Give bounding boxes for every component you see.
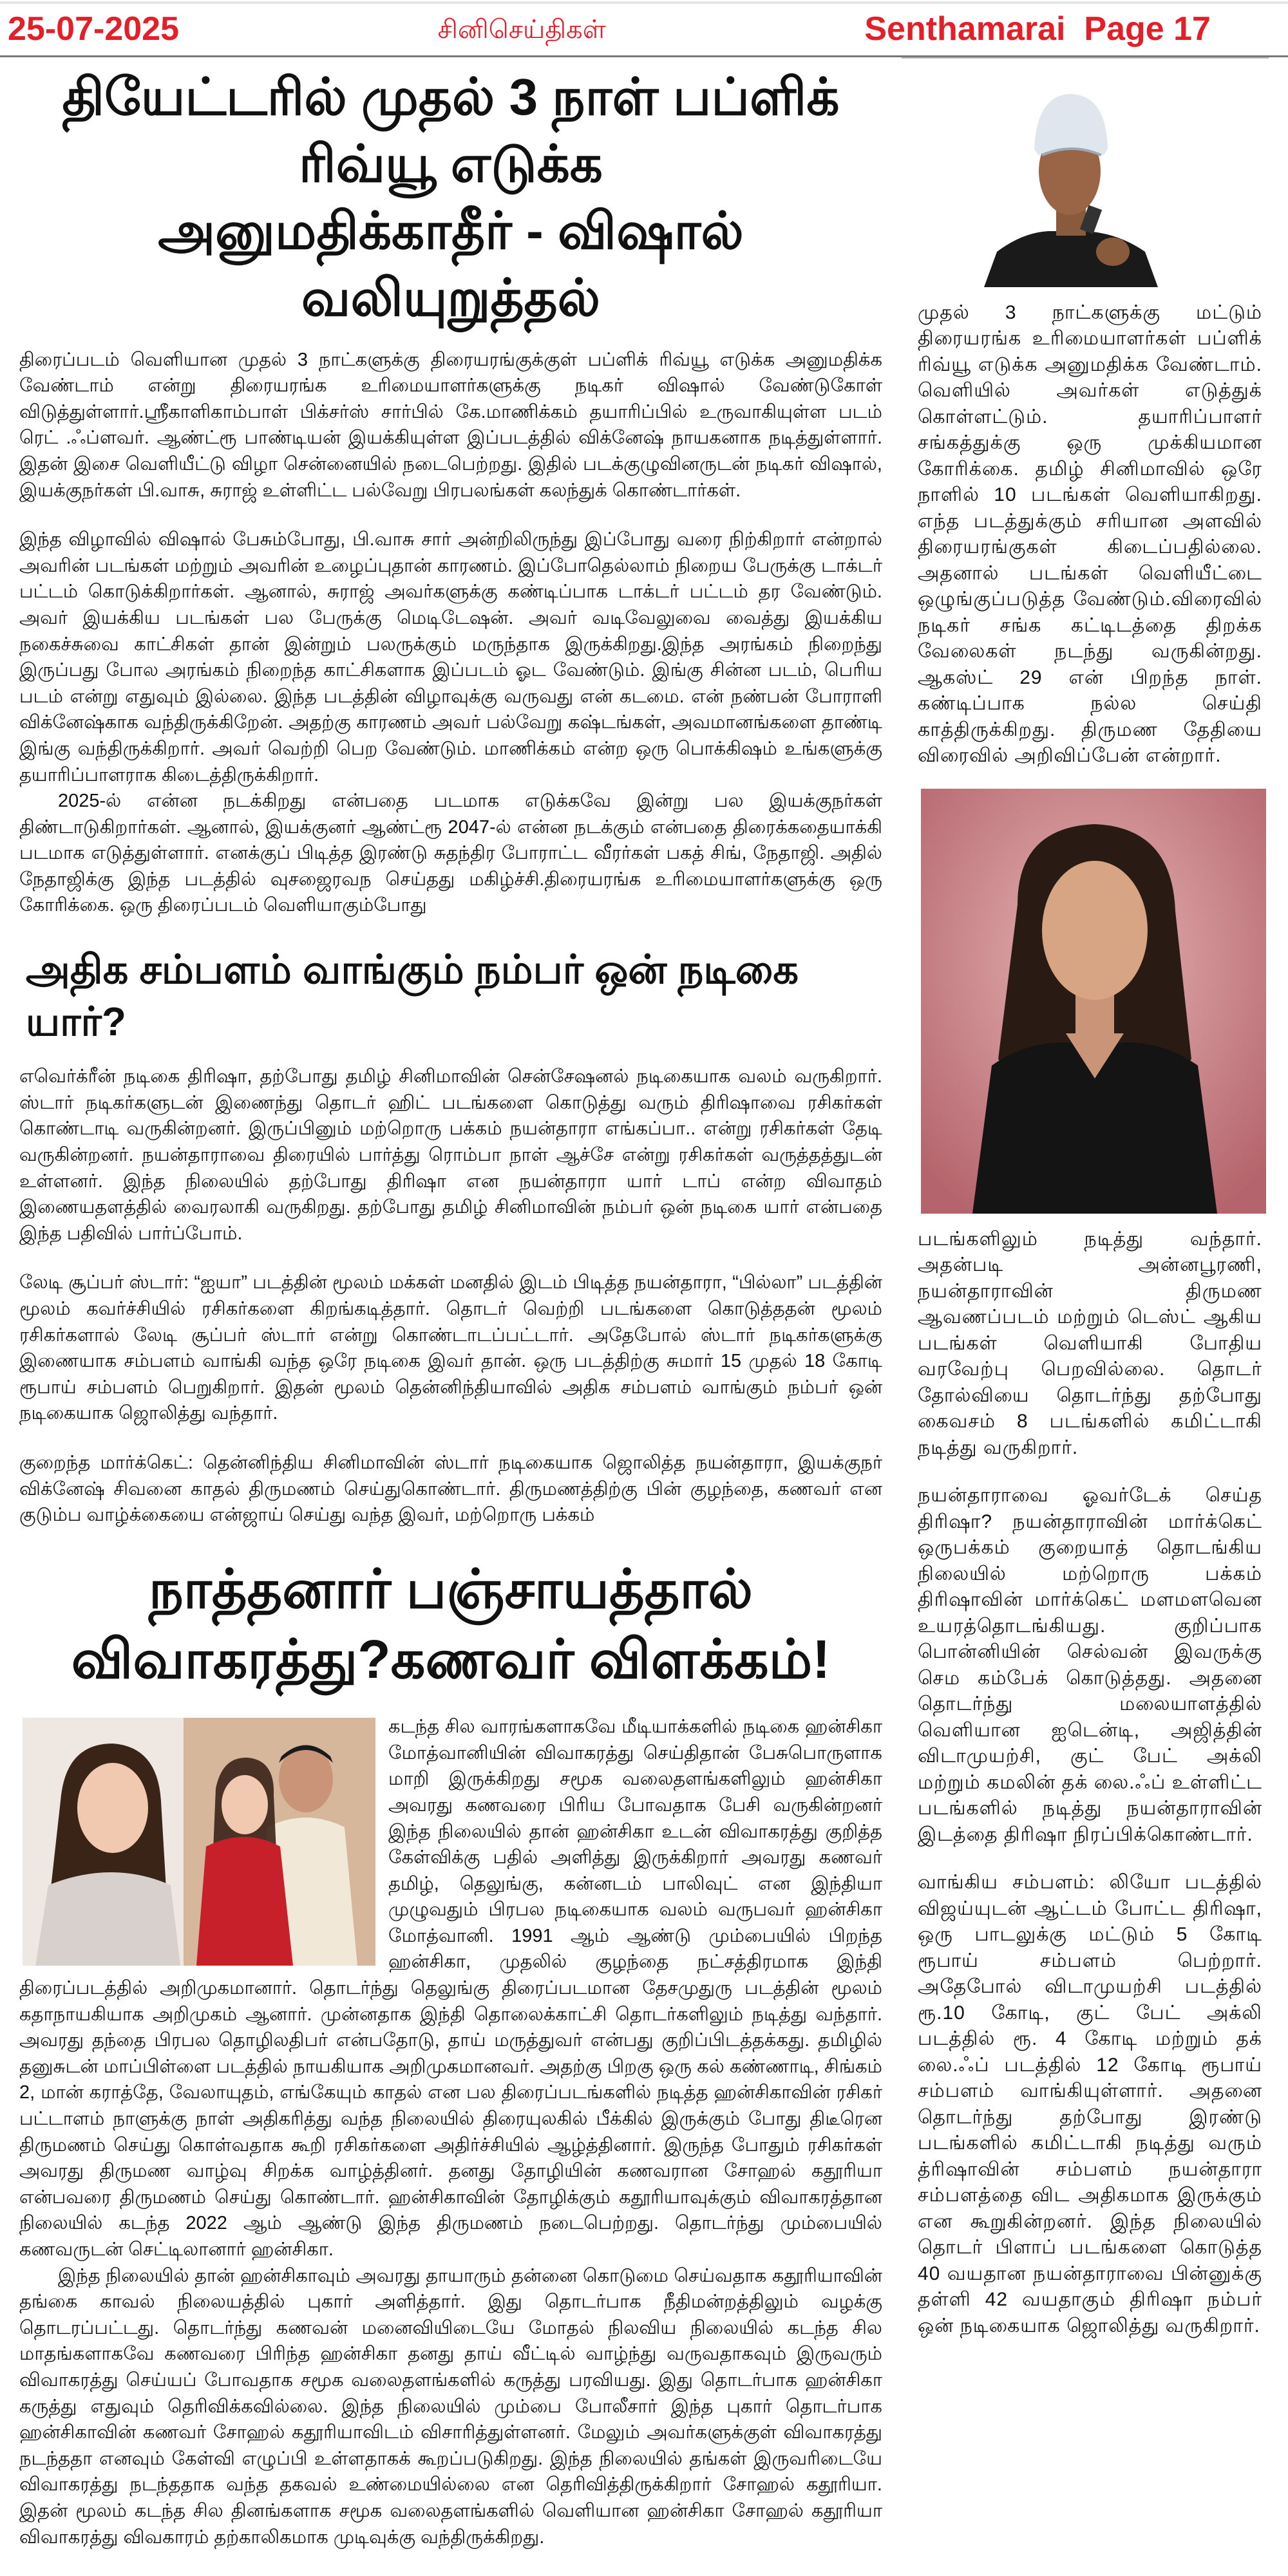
main-column — [19, 57, 882, 2551]
article1-paragraph: இந்த விழாவில் விஷால் பேசும்போது, பி.வாசு சார் அன்றிலிருந்து இப்போது வரை நிற்கிறார் என்றால் அவரின் படங்கள் மற்றும் அவரின் உழைப்புதான் காரணம். இப்போதெல்லாம் நிறைய பேருக்கு டாக்டர் பட்டம் கொடுக்கிறார்கள். ஆனால், சுராஜ் அவர்களுக்கு கண்டிப்பாக டாக்டர் பட்டம் தர வேண்டும். அவர் இயக்கிய படங்கள் பல பேருக்கு மெடிடேஷன். அவர் வடிவேலுவை வைத்து இயக்கிய நகைச்சுவை காட்சிகள் தான் இன்றும் பலருக்கும் மருந்தாக இருக்கிறது.இந்த அரங்கம் நிறைந்து இருப்பது போல அரங்கம் நிறைந்த காட்சிகளாக இப்படம் ஓட வேண்டும். இங்கு சின்ன படம், பெரிய படம் என்று எதுவும் இல்லை. இந்த படத்தின் விழாவுக்கு வருவது என் கடமை. என் நண்பன் போராளி விக்னேஷ்காக வந்திருக்கிறேன். அதற்கு காரணம் அவர் பல்வேறு கஷ்டங்கள், அவமானங்களை தாண்டி இங்கு வந்திருக்கிறார். அவர் வெற்றி பெற வேண்டும். மாணிக்கம் என்ற ஒரு பொக்கிஷம் உங்களுக்கு தயாரிப்பாளராக கிடைத்திருக்கிறார். — [19, 529, 882, 785]
paper-name-page-number: Senthamarai Page 17 — [864, 10, 1211, 48]
article2-paragraph: குறைந்த மார்க்கெட்: தென்னிந்திய சினிமாவின் ஸ்டார் நடிகையாக ஜொலித்த நயன்தாரா, இயக்குநர் விக்னேஷ் சிவனை காதல் திருமணம் செய்துகொண்டார். திருமணத்திற்கு பின் குழந்தை, கணவர் என குடும்ப வாழ்க்கையை என்ஜாய் செய்து வந்த இவர், மற்றொரு பக்கம் — [19, 1452, 882, 1526]
article2-continued — [918, 1227, 1262, 2340]
nayanthara-photo — [921, 789, 1266, 1214]
article2-paragraph: லேடி சூப்பர் ஸ்டார்: “ஐயா” படத்தின் மூலம் மக்கள் மனதில் இடம் பிடித்த நயன்தாரா, “பில்லா” படத்தின் மூலம் கவர்ச்சியில் ரசிகர்களை கிறங்கடித்தார். தொடர் வெற்றி படங்களை கொடுத்ததன் மூலம் ரசிகர்களால் லேடி சூப்பர் ஸ்டார் என்று கொண்டாடப்பட்டார். அதேபோல் ஸ்டார் நடிகர்களுக்கு இணையாக சம்பளம் வாங்கி வந்த ஒரே நடிகை இவர் தான். ஒரு படத்திற்கு சுமார் 15 முதல் 18 கோடி ரூபாய் சம்பளம் பெறுகிறார். இதன் மூலம் தென்னிந்தியாவில் அதிக சம்பளம் வாங்கும் நம்பர் ஒன் நடிகையாக ஜொலித்து வந்தார். — [19, 1272, 882, 1424]
article3-body — [19, 1714, 882, 2550]
side-column — [902, 57, 1269, 2359]
article1-body — [19, 347, 882, 919]
article1-headline-line2: அனுமதிக்காதீர் - விஷால் வலியுறுத்தல் — [158, 202, 744, 326]
article2-continued-paragraph: நயன்தாராவை ஓவர்டேக் செய்த திரிஷா? நயன்தாராவின் மார்க்கெட் ஒருபக்கம் குறையாத் தொடங்கிய நிலையில் மற்றொரு பக்கம் திரிஷாவின் மார்க்கெட் மளமளவென உயரத்தொடங்கியது. குறிப்பாக பொன்னியின் செல்வன் இவருக்கு செம கம்பேக் கொடுத்தது. அதனை தொடர்ந்து மலையாளத்தில் வெளியான ஐடென்டி, அஜித்தின் விடாமுயற்சி, குட் பேட் அக்லி மற்றும் கமலின் தக் லை.ஃப் உள்ளிட்ட படங்களில் நடித்து நயன்தாராவின் இடத்தை திரிஷா நிரப்பிக்கொண்டார். — [918, 1485, 1262, 1845]
article3-paragraph: கடந்த சில வாரங்களாகவே மீடியாக்களில் நடிகை ஹன்சிகா மோத்வானியின் விவாகரத்து செய்திதான் பேசுபொருளாக மாறி இருக்கிறது சமூக வலைதளங்களிலும் ஹன்சிகா அவரது கணவரை பிரிய போவதாக பேசி வருகின்றனர் இந்த நிலையில் தான் ஹன்சிகா உடன் விவாகரத்து குறித்த கேள்விக்கு பதில் அளித்து இருக்கிறார் அவரது கணவர் தமிழ், தெலுங்கு, கன்னடம் பாலிவுட் என இந்தியா முழுவதும் பிரபல நடிகையாக வலம் வருபவர் ஹன்சிகா மோத்வானி. 1991 ஆம் ஆண்டு மும்பையில் பிறந்த ஹன்சிகா, முதலில் குழந்தை நட்சத்திரமாக இந்தி திரைப்படத்தில் அறிமுகமானார். தொடர்ந்து தெலுங்கு திரைப்படமான தேசமுதுரு படத்தின் மூலம் கதாநாயகியாக அறிமுகம் ஆனார். முன்னதாக இந்தி தொலைக்காட்சி தொடர்களிலும் நடித்து வந்தார். அவரது தந்தை பிரபல தொழிலதிபர் என்பதோடு, தாய் மருத்துவர் என்பது குறிப்பிடத்தக்கது. தமிழில் தனுசுடன் மாப்பிள்ளை படத்தில் நாயகியாக அறிமுகமானவர். அதற்கு பிறகு ஒரு கல் கண்ணாடி, சிங்கம் 2, மான் கராத்தே, வேலாயுதம், எங்கேயும் காதல் என பல திரைப்படங்களில் நடித்த ஹன்சிகாவின் ரசிகர் பட்டாளம் நாளுக்கு நாள் அதிகரித்து வந்த நிலையில் திரையுலகில் பீக்கில் இருக்கும் போது திடீரென திருமணம் செய்து கொள்வதாக கூறி ரசிகர்களை அதிர்ச்சியில் ஆழ்த்தினார். இருந்த போதும் ரசிகர்கள் அவரது திருமண வாழ்வு சிறக்க வாழ்த்தினர். தனது தோழியின் கணவரான சோஹல் கதூரியா என்பவரை திருமணம் செய்து கொண்டார். ஹன்சிகாவின் தோழிக்கும் கதூரியாவுக்கும் விவாகரத்தான நிலையில் கடந்த 2022 ஆம் ஆண்டு இந்த திருமணம் நடைபெற்றது. தொடர்ந்து மும்பையில் கணவருடன் செட்டிலானார் ஹன்சிகா. — [19, 1716, 882, 2260]
article2-continued-paragraph: வாங்கிய சம்பளம்: லியோ படத்தில் விஜய்யுடன் ஆட்டம் போட்ட திரிஷா, ஒரு பாடலுக்கு மட்டும் 5 கோடி ரூபாய் சம்பளம் பெற்றார். அதேபோல் விடாமுயற்சி படத்தில் ரூ.10 கோடி, குட் பேட் அக்லி படத்தில் ரூ. 4 கோடி மற்றும் தக் லை.ஃப் படத்தில் 12 கோடி ரூபாய் சம்பளம் வாங்கியுள்ளார். அதனை தொடர்ந்து தற்போது இரண்டு படங்களில் கமிட்டாகி நடித்து வரும் த்ரிஷாவின் சம்பளம் நயன்தாரா சம்பளத்தை விட அதிகமாக இருக்கும் என கூறுகின்றனர். இந்த நிலையில் தொடர் பிளாப் படங்களை கொடுத்த 40 வயதான நயன்தாராவை பின்னுக்கு தள்ளி 42 வயதாகும் திரிஷா நம்பர் ஒன் நடிகையாக ஜொலித்து வருகிறார். — [918, 1872, 1262, 2336]
article1-continued-paragraph: முதல் 3 நாட்களுக்கு மட்டும் திரையரங்க உரிமையாளர்கள் பப்ளிக் ரிவ்யூ எடுக்க அனுமதிக்க வேண்டாம். வெளியில் அவர்கள் எடுத்துக் கொள்ளட்டும். தயாரிப்பாளர் சங்கத்துக்கு ஒரு முக்கியமான கோரிக்கை. தமிழ் சினிமாவில் ஒரே நாளில் 10 படங்கள் வெளியாகிறது. எந்த படத்துக்கும் சரியான அளவில் திரையரங்குகள் கிடைப்பதில்லை. அதனால் படங்கள் வெளியீட்டை ஒழுங்குப்படுத்த வேண்டும்.விரைவில் நடிகர் சங்க கட்டிடத்தை திறக்க வேலைகள் நடந்து வருகின்றது. ஆகஸ்ட் 29 என் பிறந்த நாள். கண்டிப்பாக நல்ல செய்தி காத்திருக்கிறது. திருமண தேதியை விரைவில் அறிவிப்பேன் என்றார். — [918, 301, 1262, 767]
vishal-photo — [902, 57, 1269, 287]
article2-body — [19, 1064, 882, 1528]
section-title: சினிசெய்திகள் — [437, 15, 606, 44]
article2-headline: அதிக சம்பளம் வாங்கும் நம்பர் ஒன் நடிகை யார்? — [26, 948, 799, 1044]
page-header — [0, 4, 1288, 57]
article1-headline — [19, 64, 882, 332]
article1-headline-line1: தியேட்டரில் முதல் 3 நாள் பப்ளிக் ரிவ்யூ எடுக்க — [62, 68, 840, 193]
vishal-photo-image — [902, 59, 1269, 287]
hansika-couple-photo — [23, 1718, 375, 1966]
page-columns — [0, 57, 1288, 2576]
article1-paragraph: 2025-ல் என்ன நடக்கிறது என்பதை படமாக எடுக்கவே இன்று பல இயக்குநர்கள் திண்டாடுகிறார்கள். ஆனால், இயக்குனர் ஆண்ட்ரூ 2047-ல் என்ன நடக்கும் என்பதை திரைக்கதையாக்கி படமாக எடுத்துள்ளார். எனக்குப் பிடித்த இரண்டு சுதந்திர போராட்ட வீரர்கள் பகத் சிங், நேதாஜி. அதில் நேதாஜிக்கு இந்த படத்தில் வுசஜைரவந செய்தது மகிழ்ச்சி.திரையரங்க உரிமையாளர்களுக்கு ஒரு கோரிக்கை. ஒரு திரைப்படம் வெளியாகும்போது — [19, 791, 882, 916]
article3-paragraph: இந்த நிலையில் தான் ஹன்சிகாவும் அவரது தாயாரும் தன்னை கொடுமை செய்வதாக கதூரியாவின் தங்கை காவல் நிலையத்தில் புகார் அளித்தார். இது தொடர்பாக நீதிமன்றத்திலும் வழக்கு தொடரப்பட்டது. தொடர்ந்து கணவன் மனைவியிடையே மோதல் நிலவிய நிலையில் கடந்த சில மாதங்களாகவே கணவரை பிரிந்த ஹன்சிகா தனது தாய் வீட்டில் வாழ்ந்து வருவதாகவும் இருவரும் விவாகரத்து செய்யப் போவதாக சமூக வலைதளங்களில் கருத்து பரவியது. இது தொடர்பாக ஹன்சிகா கருத்து எதுவும் தெரிவிக்கவில்லை. இந்த நிலையில் மும்பை போலீசார் இந்த புகார் தொடர்பாக ஹன்சிகாவின் கணவர் சோஹல் கதூரியாவிடம் விசாரித்துள்ளனர். மேலும் அவர்களுக்குள் விவாகரத்து நடந்ததா எனவும் கேள்வி எழுப்பி உள்ளதாகக் கூறப்படுகிறது. இந்த நிலையில் தங்கள் இருவரிடையே விவாகரத்து நடந்ததாக வந்த தகவல் உண்மையில்லை என தெரிவித்திருக்கிறார் சோஹல் கதூரியா. இதன் மூலம் கடந்த சில தினங்களாக சமூக வலைதளங்களில் வெளியான ஹன்சிகா சோஹல் கதூரியா விவாகரத்து விவகாரம் தற்காலிகமாக முடிவுக்கு வந்திருக்கிறது. — [19, 2265, 882, 2548]
article1-paragraph: திரைப்படம் வெளியான முதல் 3 நாட்களுக்கு திரையரங்குக்குள் பப்ளிக் ரிவ்யூ எடுக்க அனுமதிக்க வேண்டாம் என்று திரையரங்க உரிமையாளர்களுக்கு நடிகர் விஷால் வேண்டுகோள் விடுத்துள்ளார்.ஸ்ரீகாளிகாம்பாள் பிக்சர்ஸ் சார்பில் கே.மாணிக்கம் தயாரிப்பில் உருவாகியுள்ள படம் ரெட் .ஃப்ளவர். ஆண்ட்ரூ பாண்டியன் இயக்கியுள்ள இப்படத்தில் விக்னேஷ் நாயகனாக நடித்துள்ளார். இதன் இசை வெளியீட்டு விழா சென்னையில் நடைபெற்றது. இதில் படக்குழுவினருடன் நடிகர் விஷால், இயக்குநர்கள் பி.வாசு, சுராஜ் உள்ளிட்ட பல்வேறு பிரபலங்கள் கலந்துக் கொண்டார்கள். — [19, 349, 882, 501]
hansika-photo-image — [23, 1718, 375, 1966]
article2-paragraph: எவெர்க்ரீன் நடிகை திரிஷா, தற்போது தமிழ் சினிமாவின் சென்சேஷனல் நடிகையாக வலம் வருகிறார். ஸ்டார் நடிகர்களுடன் இணைந்து தொடர் ஹிட் படங்களை கொடுத்து வரும் திரிஷாவை ரசிகர்கள் கொண்டாடி வருகின்றனர். இருப்பினும் மற்றொரு பக்கம் நயன்தாரா எங்கப்பா.. என்று ரசிகர்கள் தேடி வருகின்றனர். நயன்தாராவை திரையில் பார்த்து ரொம்பா நாள் ஆச்சே என்று ரசிகர்கள் வருத்தத்துடன் உள்ளனர். இந்த நிலையில் தற்போது திரிஷா என நயன்தாரா யார் டாப் என்ற விவாதம் இணையதளத்தில் வைரலாகி வருகிறது. தற்போது தமிழ் சினிமாவின் நம்பர் ஒன் நடிகை யார் என்பதை இந்த பதிவில் பார்ப்போம். — [19, 1066, 882, 1244]
issue-date: 25-07-2025 — [8, 10, 179, 48]
nayanthara-photo-image — [921, 789, 1266, 1214]
article3-headline: நாத்தனார் பஞ்சாயத்தால் விவாகரத்து?கணவர் விளக்கம்! — [71, 1558, 831, 1689]
article1-continued — [918, 300, 1262, 769]
article2-continued-paragraph: படங்களிலும் நடித்து வந்தார். அதன்படி அன்னபூரணி, நயன்தாராவின் திருமண ஆவணப்படம் மற்றும் டெஸ்ட் ஆகிய படங்கள் வெளியாகி போதிய வரவேற்பு பெறவில்லை. தொடர் தோல்வியை தொடர்ந்து தற்போது கைவசம் 8 படங்களில் கமிட்டாகி நடித்து வருகிறார். — [918, 1228, 1262, 1458]
